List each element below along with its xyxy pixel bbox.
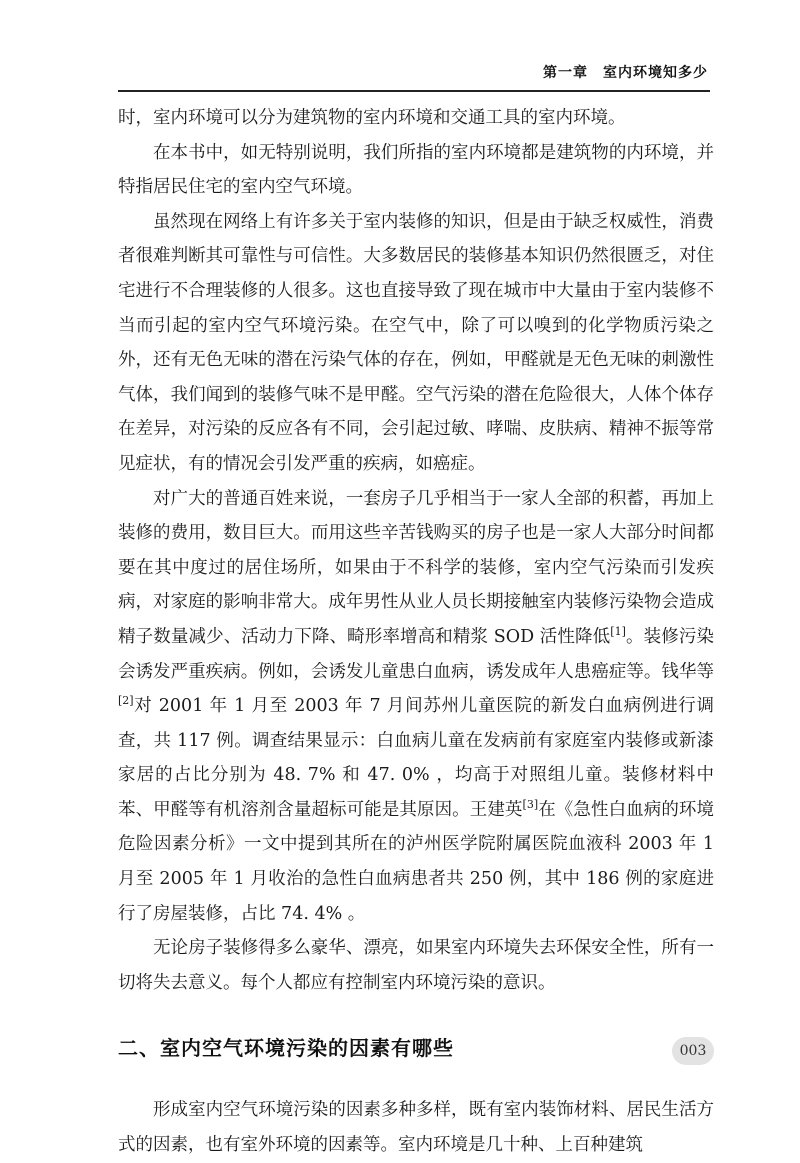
body-paragraph: 在本书中，如无特别说明，我们所指的室内环境都是建筑物的内环境，并特指居民住宅的室内空气环境。 bbox=[118, 142, 714, 198]
running-header-title: 第一章 室内环境知多少 bbox=[543, 65, 708, 81]
page-number: 003 bbox=[672, 1037, 714, 1065]
page-body bbox=[118, 101, 714, 1163]
citation-marker: [1] bbox=[610, 624, 626, 638]
body-paragraph: 形成室内空气环境污染的因素多种多样，既有室内装饰材料、居民生活方式的因素，也有室外环境的因素等。室内环境是几十种、上百种建筑 bbox=[118, 1100, 714, 1156]
paragraph-text: 对广大的普通百姓来说，一套房子几乎相当于一家人全部的积蓄，再加上装修的费用，数目巨大。而用这些辛苦钱购买的房子也是一家人大部分时间都要在其中度过的居住场所，如果由于不科学的装修，室内空气污染而引发疾病，对家庭的影响非常大。成年男性从业人员长期接触室内装修污染物会造成精子数量减少、活动力下降、畸形率增高和精浆 SOD 活性降低 bbox=[118, 488, 714, 647]
section-heading: 二、室内空气环境污染的因素有哪些 bbox=[118, 1036, 454, 1061]
citation-marker: [3] bbox=[522, 797, 539, 811]
body-paragraph bbox=[118, 482, 714, 932]
body-paragraph: 虽然现在网络上有许多关于室内装修的知识，但是由于缺乏权威性，消费者很难判断其可靠性与可信性。大多数居民的装修基本知识仍然很匮乏，对住宅进行不合理装修的人很多。这也直接导致了现在城市中大量由于室内装修不当而引起的室内空气环境污染。在空气中，除了可以嗅到的化学物质污染之外，还有无色无味的潜在污染气体的存在，例如，甲醛就是无色无味的刺激性气体，我们闻到的装修气味不是甲醛。空气污染的潜在危险很大，人体个体存在差异，对污染的反应各有不同，会引起过敏、哮喘、皮肤病、精神不振等常见症状，有的情况会引发严重的疾病，如癌症。 bbox=[118, 211, 714, 474]
paragraph-text: 在《急性白血病的环境危险因素分析》一文中提到其所在的泸州医学院附属医院血液科 2003 年 1 月至 2005 年 1 月收治的急性白血病患者共 250 例，其中 186 例的家庭进行了房屋装修，占比 74. 4% 。 bbox=[118, 799, 715, 924]
citation-marker: [2] bbox=[118, 694, 134, 708]
body-paragraph: 无论房子装修得多么豪华、漂亮，如果室内环境失去环保安全性，所有一切将失去意义。每个人都应有控制室内环境污染的意识。 bbox=[118, 938, 714, 993]
body-paragraph: 时，室内环境可以分为建筑物的室内环境和交通工具的室内环境。 bbox=[118, 108, 626, 128]
header-rule bbox=[118, 90, 710, 92]
paragraph-text: 。装修污染会诱发严重疾病。例如，会诱发儿童患白血病，诱发成年人患癌症等。钱华等 bbox=[118, 626, 715, 682]
paragraph-text: 对 2001 年 1 月至 2003 年 7 月间苏州儿童医院的新发白血病例进行调查，共 117 例。调查结果显示：白血病儿童在发病前有家庭室内装修或新漆家居的占比分别为 48. 7% 和 47. 0% ，均高于对照组儿童。装修材料中苯、甲醛等有机溶剂含量超标可能是其原因。王建英 bbox=[118, 696, 714, 820]
